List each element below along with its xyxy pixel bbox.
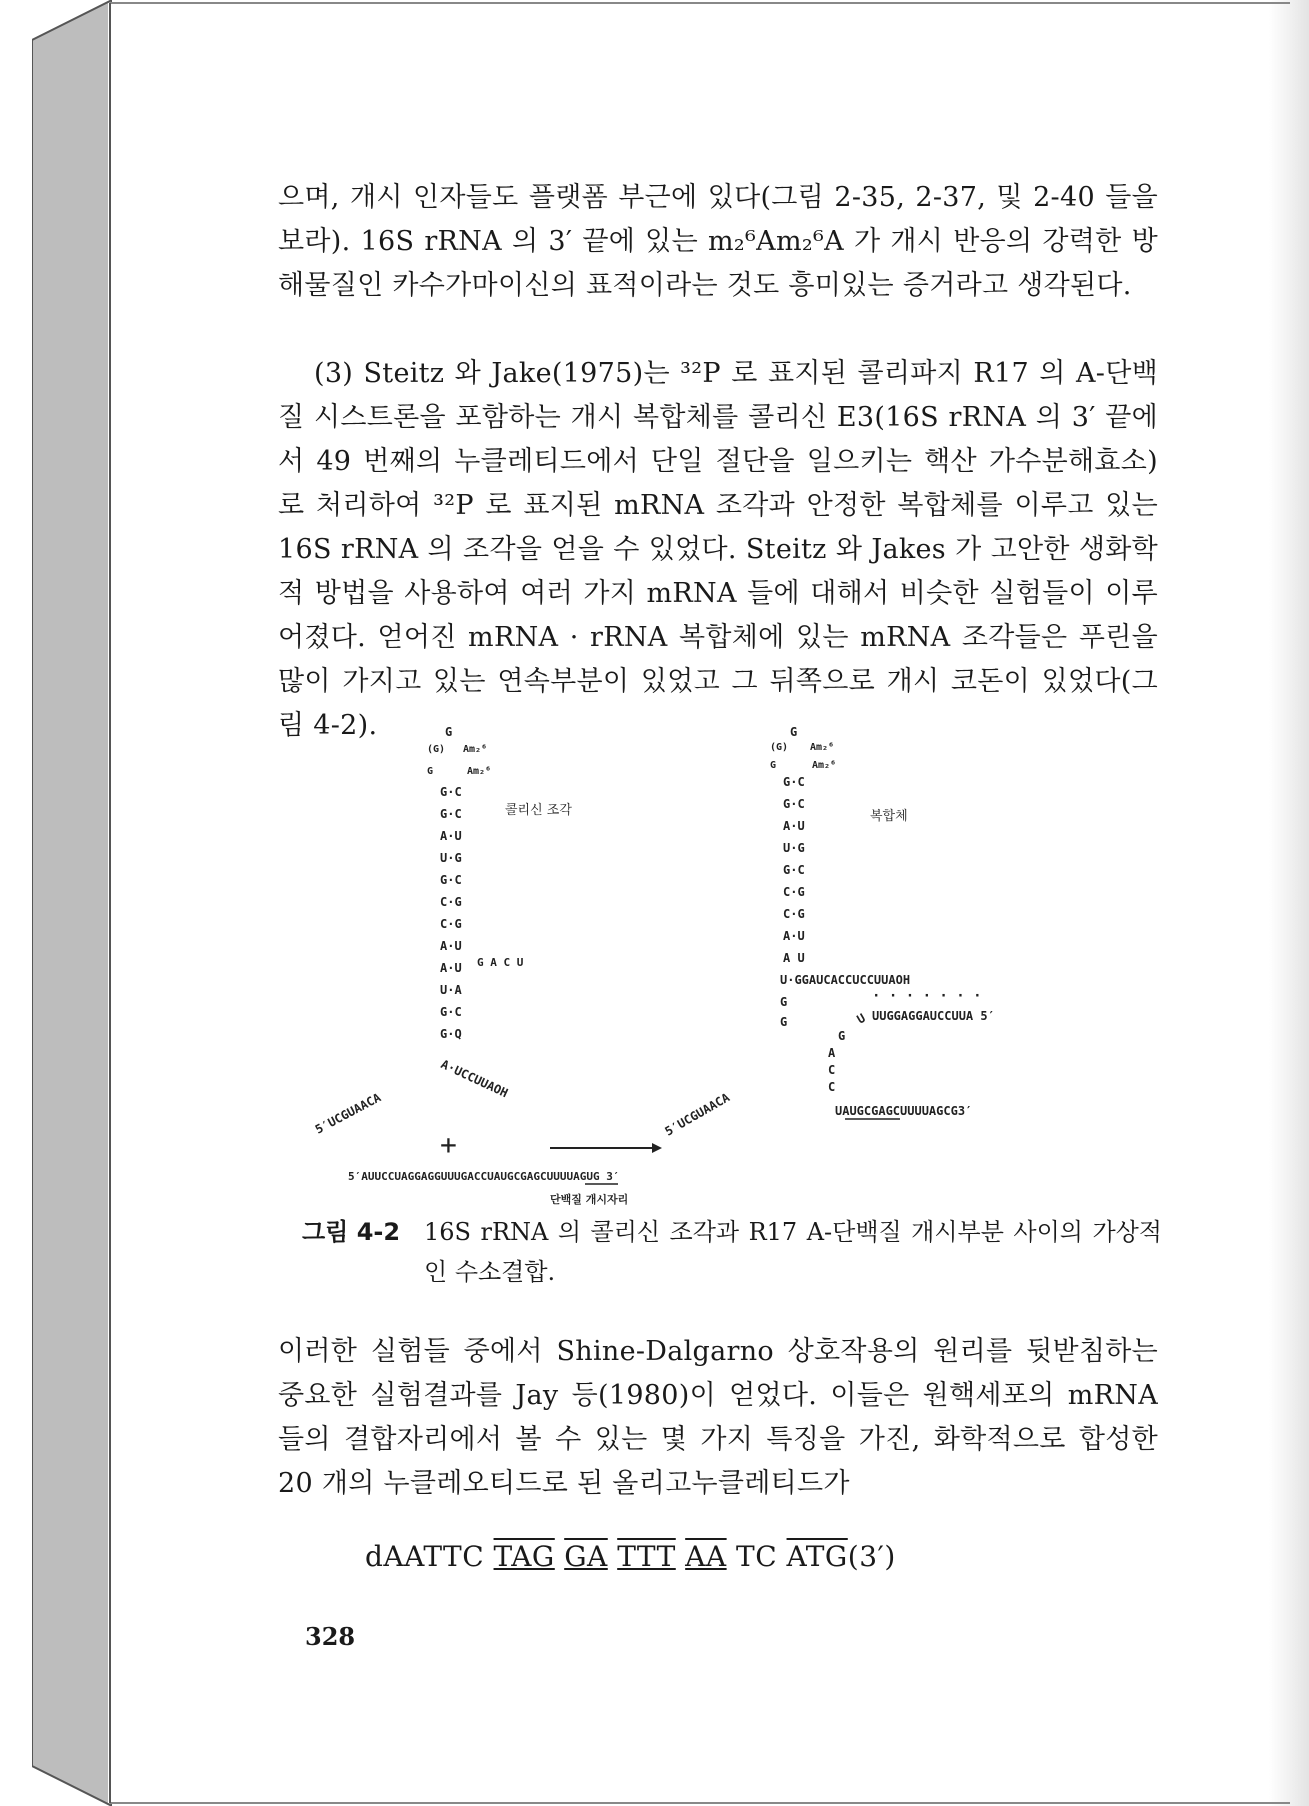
left-stem-pair-1: G·C <box>440 807 462 821</box>
left-stem-pair-9: U·A <box>440 983 462 997</box>
right-top-am1: Am₂⁶ <box>810 742 835 753</box>
formula-group-4: AA <box>685 1540 727 1573</box>
right-stem-pair-4: G·C <box>783 863 805 877</box>
page-number: 328 <box>305 1622 356 1651</box>
right-stem-pair-3: U·G <box>783 841 805 855</box>
mrna-sequence: 5′AUUCCUAGGAGGUUUGACCUAUGCGAGCUUUUAGUG 3′ <box>348 1170 620 1183</box>
mrna-vertical-2: G <box>780 1015 788 1029</box>
left-loop: G A C U <box>477 956 524 969</box>
left-top-g-paren: (G) <box>427 744 446 755</box>
left-stem-pair-4: G·C <box>440 873 462 887</box>
formula-prefix: dAATTC <box>365 1540 485 1573</box>
right-top-am2: Am₂⁶ <box>812 760 837 771</box>
formula-mid: TC <box>736 1540 778 1573</box>
oligonucleotide-formula <box>365 1540 896 1573</box>
figure-4-2 <box>300 722 1170 1212</box>
left-top-g2: G <box>427 766 434 777</box>
left-top-am1: Am₂⁶ <box>463 744 488 755</box>
left-stem-pair-3: U·G <box>440 851 462 865</box>
left-stem-pair-8: A·U <box>440 961 462 975</box>
right-stem-pair-7: A·U <box>783 929 805 943</box>
formula-group-2: GA <box>564 1540 608 1573</box>
right-tail-left: 5′UCGUAACA <box>662 1090 733 1139</box>
mrna-loop-4: C <box>828 1063 836 1077</box>
formula-suffix: (3′) <box>847 1540 896 1573</box>
left-stem-pair-5: C·G <box>440 895 462 909</box>
paragraph-3: 이러한 실험들 중에서 Shine-Dalgarno 상호작용의 원리를 뒷받침하는 중요한 실험결과를 Jay 등(1980)이 얻었다. 이들은 원핵세포의 mRNA 들의 결합자리에서 볼 수 있는 몇 가지 특징을 가진, 화학적으로 합성한 20 개의 누클레오티드로 된 올리고누클레티드가 <box>278 1336 1158 1499</box>
left-stem-pair-10: G·C <box>440 1005 462 1019</box>
right-complex <box>663 725 995 1139</box>
right-top-g: G <box>790 725 798 739</box>
left-stem-pair-2: A·U <box>440 829 462 843</box>
pair-dots: · · · · · · · <box>872 988 982 1004</box>
right-stem-pair-8: A U <box>783 951 805 965</box>
mrna-bottom: UAUGCGAGCUUUUAGCG3′ <box>835 1104 973 1118</box>
mrna-loop-2: G <box>838 1029 846 1043</box>
right-top-g-paren: (G) <box>770 742 789 753</box>
rrna-tail: U·GGAUCACCUCCUUAOH <box>780 973 911 987</box>
mrna-pair: UUGGAGGAUCCUUA 5′ <box>872 1009 995 1023</box>
mrna-vertical-1: G <box>780 995 788 1009</box>
mrna-loop-3: A <box>828 1046 836 1060</box>
paragraph-2: (3) Steitz 와 Jake(1975)는 ³²P 로 표지된 콜리파지 R17 의 A-단백질 시스트론을 포함하는 개시 복합체를 콜리신 E3(16S rRNA 의 3′ 끝에서 49 번째의 누클레티드에서 단일 절단을 일으키는 핵산 가수분해효소)로 처리하여 ³²P 로 표지된 mRNA 조각과 안정한 복합체를 이루고 있는 16S rRNA 의 조각을 얻을 수 있었다. Steitz 와 Jakes 가 고안한 생화학적 방법을 사용하여 여러 가지 mRNA 들에 대해서 비슷한 실험들이 이루어졌다. 얻어진 mRNA · rRNA 복합체에 있는 mRNA 조각들은 푸린을 많이 가지고 있는 연속부분이 있었고 그 뒤쪽으로 개시 코돈이 있었다(그림 4-2). <box>278 358 1158 741</box>
mrna-loop-5: C <box>828 1080 836 1094</box>
left-stem-pair-0: G·C <box>440 785 462 799</box>
left-label: 콜리신 조각 <box>505 803 572 818</box>
left-hairpin <box>313 725 573 1137</box>
left-stem-pair-11: G·Q <box>440 1027 462 1041</box>
formula-group-1: TAG <box>493 1540 555 1573</box>
formula-group-3: TTT <box>617 1540 676 1573</box>
left-tail: A·UCCUUAOH <box>438 1057 511 1101</box>
left-stem-pair-7: A·U <box>440 939 462 953</box>
caption-label: 그림 4-2 <box>302 1218 401 1246</box>
right-top-g2: G <box>770 760 777 771</box>
right-stem-pair-5: C·G <box>783 885 805 899</box>
left-tail-left: 5′UCGUAACA <box>312 1090 384 1137</box>
left-top-am2: Am₂⁶ <box>467 766 492 777</box>
paragraph-1: 으며, 개시 인자들도 플랫폼 부근에 있다(그림 2-35, 2-37, 및 2-40 들을 보라). 16S rRNA 의 3′ 끝에 있는 m₂⁶Am₂⁶A 가 개시 반응의 강력한 방해물질인 카수가마이신의 표적이라는 것도 흥미있는 증거라고 생각된다. <box>278 182 1158 301</box>
caption-text: 16S rRNA 의 콜리신 조각과 R17 A-단백질 개시부분 사이의 가상적인 수소결합. <box>424 1218 1162 1286</box>
right-stem-pair-6: C·G <box>783 907 805 921</box>
right-stem-pair-2: A·U <box>783 819 805 833</box>
mrna-loop-1: U <box>854 1010 868 1027</box>
right-stem-pair-1: G·C <box>783 797 805 811</box>
left-top-g: G <box>445 725 453 739</box>
right-stem-pair-0: G·C <box>783 775 805 789</box>
plus-sign: + <box>440 1128 457 1161</box>
right-label: 복합체 <box>870 809 908 824</box>
formula-group-5: $\overline{ATG}$ <box>786 1540 848 1573</box>
reaction-arrow <box>550 1143 662 1153</box>
start-site-label: 단백질 개시자리 <box>550 1193 629 1206</box>
left-stem-pair-6: C·G <box>440 917 462 931</box>
